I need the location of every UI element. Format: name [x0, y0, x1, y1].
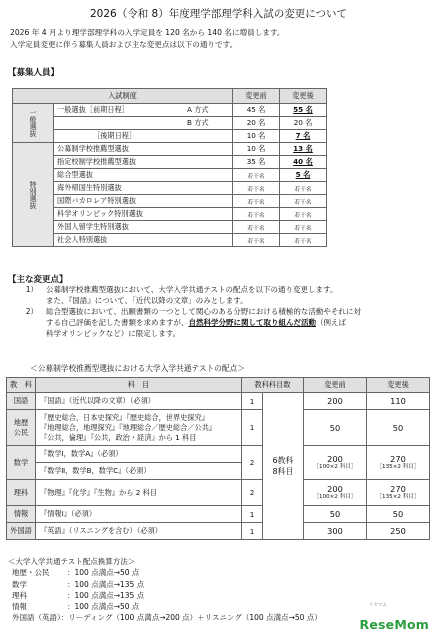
- after-value: 若干名: [280, 208, 327, 221]
- change-item: [10, 306, 431, 339]
- count-cell: 2: [242, 446, 263, 480]
- before-value: 35 名: [233, 156, 280, 169]
- change-number: 1）: [25, 285, 38, 294]
- th-subject: 教 科: [7, 378, 36, 393]
- th-before: 変更前: [304, 378, 367, 393]
- group-special: 特別選抜: [13, 143, 54, 247]
- th-course: 科 目: [36, 378, 242, 393]
- conversion-row: 理科 ：100 点満点→135 点: [12, 590, 145, 600]
- course-cell: 『数学Ⅱ，数学B，数学C』（必須）: [36, 463, 242, 480]
- before-cell: 300: [304, 523, 367, 540]
- after-value: 40 名: [280, 156, 327, 169]
- after-cell: 50: [367, 410, 430, 446]
- intro-text: [10, 27, 284, 51]
- conversion-row: 数学 ：100 点満点→135 点: [12, 579, 145, 589]
- count-cell: 1: [242, 393, 263, 410]
- change-text: 科学オリンピックなど）に限定します。: [46, 329, 181, 338]
- intro-line: 入学定員変更に伴う募集人員および主な変更点は以下の通りです。: [10, 40, 238, 49]
- subject-cell: 情報: [7, 506, 36, 523]
- change-text: 公募制学校推薦型選抜において、大学入学共通テストの配点を以下の通り変更します。: [46, 285, 338, 294]
- before-value: 若干名: [233, 221, 280, 234]
- before-cell: 50: [304, 410, 367, 446]
- conversion-last: 外国語（英語）：リーディング（100 点満点→200 点）＋リスニング（100 点満点→50 点）: [12, 613, 322, 623]
- count-cell: 2: [242, 480, 263, 506]
- change-text: する自己評価を記した書類を求めますが、自然科学分野に関して取り組んだ活動（例えば: [46, 318, 346, 327]
- subject-cell: 国語: [7, 393, 36, 410]
- after-value: 55 名: [280, 104, 327, 117]
- th-before: 変更前: [233, 89, 280, 104]
- before-value: 若干名: [233, 234, 280, 247]
- before-cell: 50: [304, 506, 367, 523]
- resemom-logo: ReseMom: [359, 617, 429, 632]
- highlight-text: 自然科学分野に関して取り組んだ活動: [188, 318, 316, 327]
- exam-name: 公募制学校推薦型選抜: [54, 143, 233, 156]
- exam-name: 科学オリンピック特別選抜: [54, 208, 233, 221]
- before-value: 若干名: [233, 195, 280, 208]
- before-value: 若干名: [233, 182, 280, 195]
- after-cell: 110: [367, 393, 430, 410]
- exam-name: 国際バカロレア特別選抜: [54, 195, 233, 208]
- exam-name: B 方式: [54, 117, 233, 130]
- count-cell: 1: [242, 506, 263, 523]
- subject-cell: 地歴 公民: [7, 410, 36, 446]
- after-value: 5 名: [280, 169, 327, 182]
- before-value: 10 名: [233, 143, 280, 156]
- after-cell: 270 ［135×2 科目］: [367, 446, 430, 480]
- exam-name: 外国人留学生特別選抜: [54, 221, 233, 234]
- course-cell: 『数学Ⅰ，数学A』（必須）: [36, 446, 242, 463]
- subject-cell: 理科: [7, 480, 36, 506]
- before-value: 45 名: [233, 104, 280, 117]
- exam-name: 一般選抜［前期日程］ A 方式: [54, 104, 233, 117]
- recruitment-table: [12, 88, 327, 247]
- page-title: 2026（令和 8）年度理学部理学科入試の変更について: [89, 8, 348, 20]
- watermark-sub: リセマム: [369, 603, 387, 608]
- after-value: 若干名: [280, 221, 327, 234]
- exam-name: 総合型選抜: [54, 169, 233, 182]
- exam-name: 指定校制学校推薦型選抜: [54, 156, 233, 169]
- changes-heading: 【主な変更点】: [8, 275, 68, 285]
- th-after: 変更後: [367, 378, 430, 393]
- exam-name: 海外帰国生特別選抜: [54, 182, 233, 195]
- conversion-row: 情報 ：100 点満点→50 点: [12, 602, 140, 612]
- count-cell: 1: [242, 523, 263, 540]
- before-cell: 200 ［100×2 科目］: [304, 446, 367, 480]
- before-value: 10 名: [233, 130, 280, 143]
- exam-name: 社会人特別選抜: [54, 234, 233, 247]
- after-value: 13 名: [280, 143, 327, 156]
- after-value: 若干名: [280, 234, 327, 247]
- th-exam-type: 入試制度: [13, 89, 233, 104]
- after-value: 若干名: [280, 182, 327, 195]
- conversion-title: ＜大学入学共通テスト配点換算方法＞: [8, 557, 136, 566]
- after-value: 20 名: [280, 117, 327, 130]
- subject-cell: 外国語: [7, 523, 36, 540]
- course-cell: 『歴史総合，日本史探究』『歴史総合，世界史探究』 『地理総合，地理探究』『地理総合／歴史総合／公共』 『公共，倫理』『公共，政治・経済』から 1 科目: [36, 410, 242, 446]
- after-cell: 270 ［135×2 科目］: [367, 480, 430, 506]
- conversion-row: 地歴・公民 ：100 点満点→50 点: [12, 568, 140, 578]
- change-number: 2）: [25, 307, 38, 316]
- after-value: 若干名: [280, 195, 327, 208]
- total-cell: 6教科 8科目: [263, 393, 304, 540]
- th-after: 変更後: [280, 89, 327, 104]
- after-value: 7 名: [280, 130, 327, 143]
- before-value: 若干名: [233, 208, 280, 221]
- change-text: また、『国語』について、「近代以降の文章」のみとします。: [46, 296, 248, 305]
- subtable-title: ＜公募制学校推薦型選抜における大学入学共通テストの配点＞: [30, 364, 245, 373]
- course-cell: 『情報Ⅰ』（必須）: [36, 506, 242, 523]
- th-count: 教科科目数: [242, 378, 304, 393]
- before-cell: 200: [304, 393, 367, 410]
- group-general: 一般選抜: [13, 104, 54, 143]
- after-cell: 50: [367, 506, 430, 523]
- count-cell: 1: [242, 410, 263, 446]
- before-value: 若干名: [233, 169, 280, 182]
- subject-cell: 数学: [7, 446, 36, 480]
- course-cell: 『英語』（リスニングを含む）（必須）: [36, 523, 242, 540]
- changes-list: [10, 284, 431, 339]
- course-cell: 『国語』（近代以降の文章）（必須）: [36, 393, 242, 410]
- score-table: [6, 377, 430, 540]
- change-item: [10, 284, 431, 306]
- after-cell: 250: [367, 523, 430, 540]
- before-cell: 200 ［100×2 科目］: [304, 480, 367, 506]
- course-cell: 『物理』『化学』『生物』から 2 科目: [36, 480, 242, 506]
- intro-line: 2026 年 4 月より理学部理学科の入学定員を 120 名から 140 名に増員します。: [10, 28, 285, 37]
- change-text: 総合型選抜において、出願書類の一つとして関心のある分野における積極的な活動やそれに対: [46, 307, 361, 316]
- exam-name: ［後期日程］: [54, 130, 233, 143]
- conversion-section: [8, 556, 322, 624]
- recruit-heading: 【募集人員】: [8, 68, 60, 78]
- before-value: 20 名: [233, 117, 280, 130]
